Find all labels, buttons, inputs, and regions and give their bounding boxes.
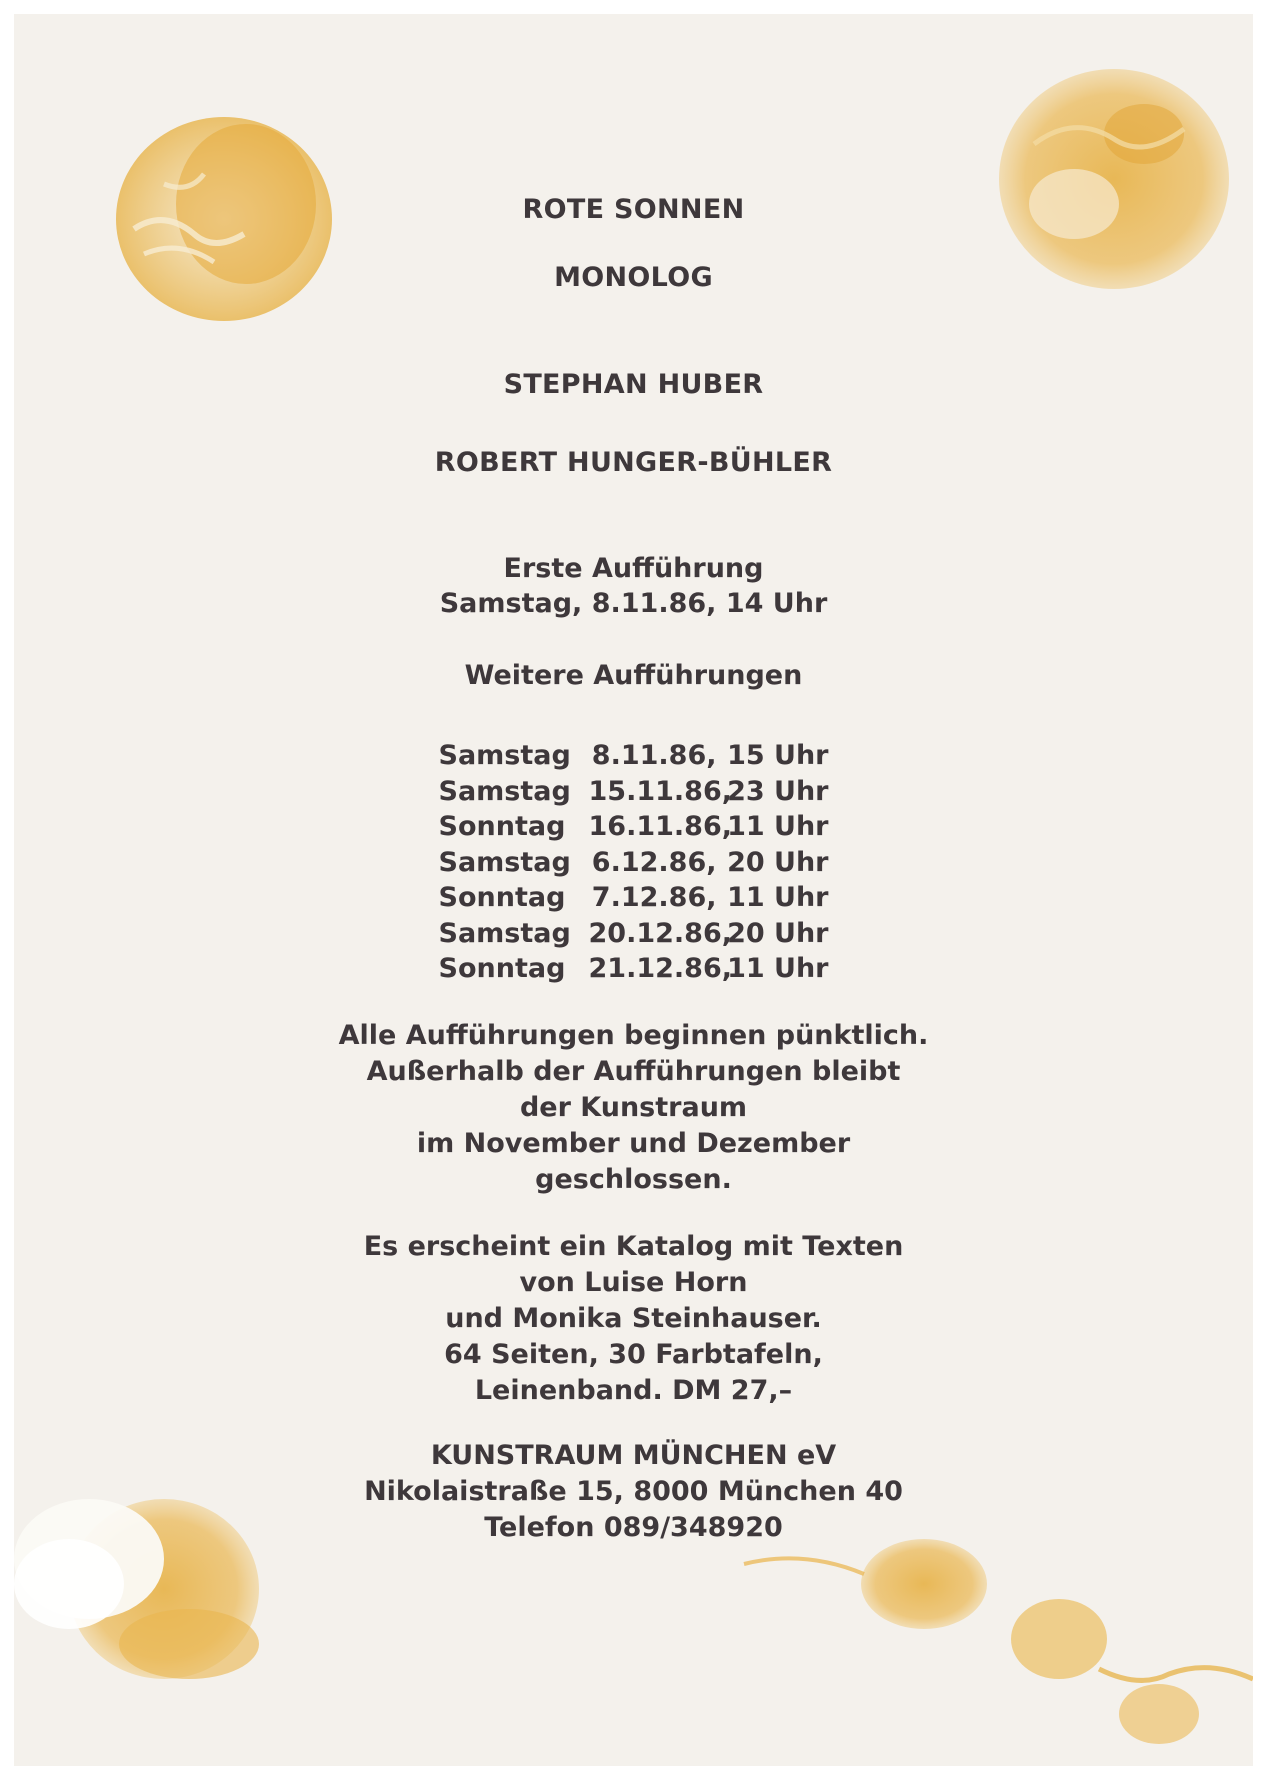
performance-schedule xyxy=(14,738,1253,987)
notice-line: der Kunstraum xyxy=(519,1092,748,1123)
venue-block xyxy=(14,1438,1253,1546)
venue-name: KUNSTRAUM MÜNCHEN eV xyxy=(430,1440,837,1471)
artist-name-2: ROBERT HUNGER-BÜHLER xyxy=(434,447,833,478)
schedule-date: 7.12.86, xyxy=(591,882,717,913)
schedule-day: Samstag xyxy=(438,846,571,878)
stain-bottom-right xyxy=(744,1539,1253,1744)
schedule-date: 6.12.86, xyxy=(591,846,717,878)
notice-line: Alle Aufführungen beginnen pünktlich. xyxy=(338,1020,929,1051)
schedule-row xyxy=(14,951,1253,987)
schedule-date: 21.12.86, xyxy=(588,953,732,984)
schedule-day: Samstag xyxy=(438,775,571,807)
catalog-line: Leinenband. DM 27,– xyxy=(474,1375,793,1406)
catalog-line: und Monika Steinhauser. xyxy=(445,1303,822,1334)
schedule-time: 11 Uhr xyxy=(727,811,829,842)
notice-line: geschlossen. xyxy=(535,1164,732,1195)
schedule-row xyxy=(14,916,1253,952)
schedule-time: 11 Uhr xyxy=(727,882,829,913)
catalog-line: von Luise Horn xyxy=(519,1267,748,1298)
stain-top-right xyxy=(999,69,1229,289)
exhibition-title: ROTE SONNEN xyxy=(522,194,745,225)
schedule-row xyxy=(14,774,1253,810)
catalog-line: 64 Seiten, 30 Farbtafeln, xyxy=(444,1339,823,1370)
schedule-row xyxy=(14,738,1253,774)
schedule-date: 15.11.86, xyxy=(588,775,732,807)
catalog-line: Es erscheint ein Katalog mit Texten xyxy=(363,1231,904,1262)
schedule-time: 20 Uhr xyxy=(727,846,829,878)
invitation-card xyxy=(14,14,1253,1766)
schedule-time: 23 Uhr xyxy=(727,775,829,807)
opening-notice xyxy=(14,1018,1253,1198)
schedule-day: Sonntag xyxy=(438,811,566,842)
schedule-time: 11 Uhr xyxy=(727,953,829,984)
schedule-date: 16.11.86, xyxy=(588,811,732,842)
premiere-date: Samstag, 8.11.86, 14 Uhr xyxy=(439,588,828,619)
catalog-info xyxy=(14,1229,1253,1409)
schedule-row xyxy=(14,845,1253,881)
notice-line: im November und Dezember xyxy=(416,1128,851,1159)
schedule-date: 8.11.86, xyxy=(591,740,717,771)
schedule-date: 20.12.86, xyxy=(588,917,732,949)
venue-phone: Telefon 089/348920 xyxy=(484,1512,783,1543)
schedule-day: Samstag xyxy=(438,917,571,949)
schedule-time: 15 Uhr xyxy=(727,740,829,771)
artist-name-1: STEPHAN HUBER xyxy=(503,369,764,400)
venue-address: Nikolaistraße 15, 8000 München 40 xyxy=(364,1476,903,1507)
schedule-row xyxy=(14,880,1253,916)
schedule-day: Sonntag xyxy=(438,882,566,913)
schedule-day: Sonntag xyxy=(438,953,566,984)
schedule-day: Samstag xyxy=(438,740,571,771)
further-performances-label: Weitere Aufführungen xyxy=(464,660,803,691)
exhibition-subtitle: MONOLOG xyxy=(554,262,713,293)
notice-line: Außerhalb der Aufführungen bleibt xyxy=(366,1056,901,1087)
schedule-time: 20 Uhr xyxy=(727,917,829,949)
schedule-row xyxy=(14,809,1253,845)
premiere-label: Erste Aufführung xyxy=(503,553,764,584)
